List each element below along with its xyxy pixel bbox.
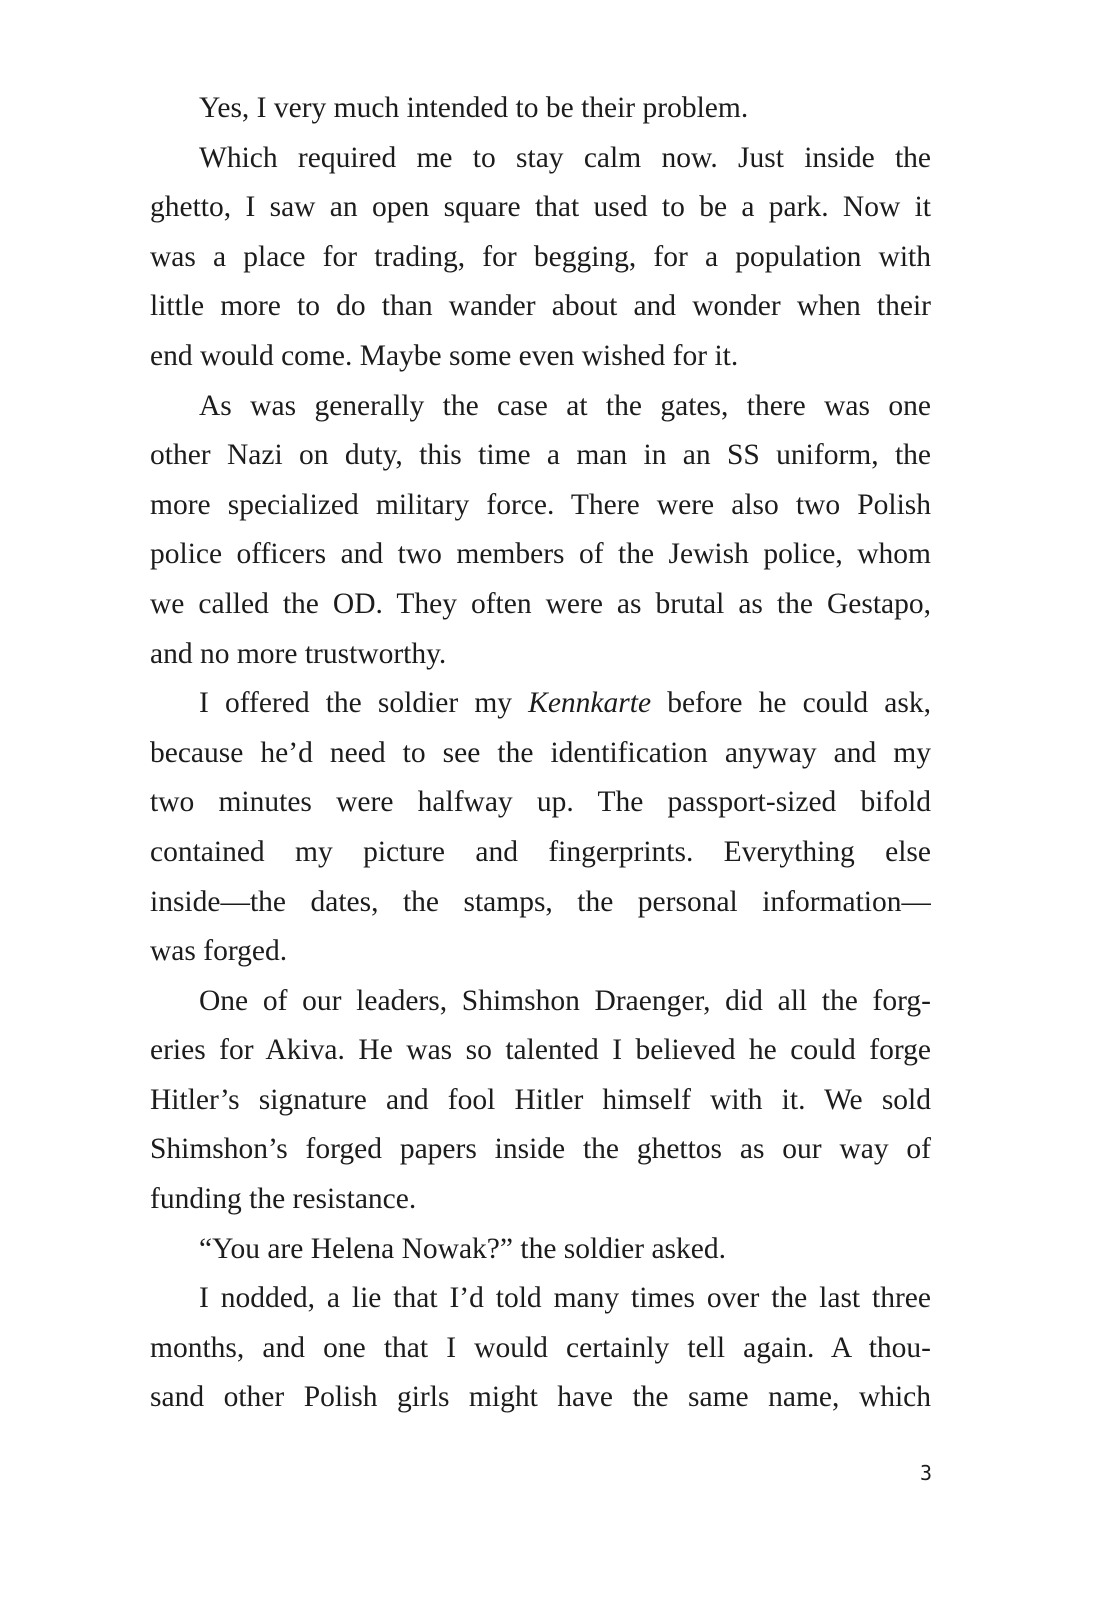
text-line: eries for Akiva. He was so talented I believed he could forge [150, 1034, 931, 1067]
text-line: “You are Helena Nowak?” the soldier asked. [199, 1232, 726, 1265]
text-line: two minutes were halfway up. The passport-sized bifold [150, 786, 931, 819]
text-line: police officers and two members of the Jewish police, whom [150, 538, 931, 571]
italic-term-kennkarte: Kennkarte [528, 687, 652, 720]
text-line: Which required me to stay calm now. Just inside the [199, 141, 931, 174]
text-line: inside—the dates, the stamps, the personal information— [150, 885, 931, 918]
text-line: was forged. [150, 935, 288, 968]
text-line: I nodded, a lie that I’d told many times over the last three [199, 1282, 931, 1315]
text-line: Shimshon’s forged papers inside the ghettos as our way of [150, 1133, 931, 1166]
text-line: end would come. Maybe some even wished for it. [150, 339, 739, 372]
text-line: months, and one that I would certainly tell again. A thou- [150, 1331, 931, 1364]
text-line: was a place for trading, for begging, for a population with [150, 240, 931, 273]
text-line: ghetto, I saw an open square that used to be a park. Now it [150, 191, 931, 224]
text-line: Yes, I very much intended to be their problem. [199, 92, 749, 124]
text-line [150, 679, 931, 729]
page-number: 3 [919, 1461, 933, 1485]
text-line: other Nazi on duty, this time a man in an SS uniform, the [150, 439, 931, 472]
body-text [150, 84, 931, 1423]
text-line: One of our leaders, Shimshon Draenger, did all the forg- [199, 984, 931, 1017]
text-line: more specialized military force. There were also two Polish [150, 488, 931, 521]
text-line: Hitler’s signature and fool Hitler himself with it. We sold [150, 1083, 931, 1116]
text-line: we called the OD. They often were as brutal as the Gestapo, [150, 587, 931, 620]
text-line: contained my picture and fingerprints. Everything else [150, 835, 931, 868]
text-line: As was generally the case at the gates, there was one [199, 389, 931, 422]
text-line: little more to do than wander about and wonder when their [150, 290, 931, 323]
text-segment: I offered the soldier my [199, 687, 529, 720]
text-line: sand other Polish girls might have the same name, which [150, 1381, 931, 1414]
text-segment: before he could ask, [667, 687, 931, 720]
text-line: and no more trustworthy. [150, 637, 447, 670]
text-line: because he’d need to see the identification anyway and my [150, 736, 931, 769]
text-line: funding the resistance. [150, 1183, 417, 1216]
